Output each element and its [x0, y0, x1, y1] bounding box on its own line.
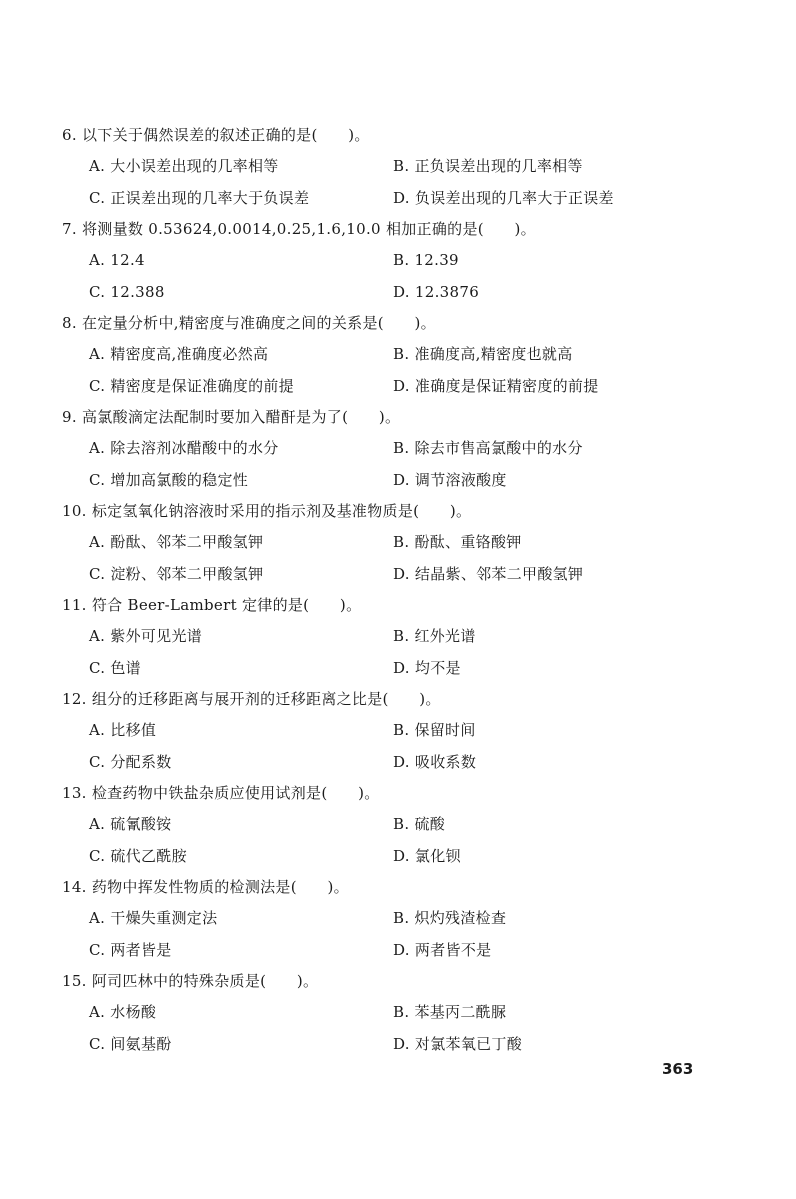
option-d: D. 两者皆不是	[393, 940, 492, 959]
question-stem: 7. 将测量数 0.53624,0.0014,0.25,1.6,10.0 相加正确的是( )。	[62, 220, 536, 238]
question-12	[62, 684, 762, 778]
option-c: C. 正误差出现的几率大于负误差	[89, 188, 310, 207]
question-stem: 10. 标定氢氧化钠溶液时采用的指示剂及基准物质是( )。	[62, 502, 472, 520]
option-a: A. 精密度高,准确度必然高	[89, 345, 269, 363]
option-row	[62, 245, 762, 277]
option-c: C. 硫代乙酰胺	[89, 846, 187, 865]
option-row	[62, 715, 762, 747]
option-row	[62, 997, 762, 1029]
option-d: D. 氯化钡	[393, 846, 461, 865]
question-14	[62, 872, 762, 966]
option-b: B. 苯基丙二酰脲	[393, 1003, 507, 1021]
option-row	[62, 653, 762, 685]
option-d: D. 均不是	[393, 658, 461, 677]
option-a: A. 干燥失重测定法	[89, 909, 218, 927]
option-c: C. 色谱	[89, 658, 141, 677]
option-row	[62, 465, 762, 497]
option-c: C. 分配系数	[89, 752, 172, 771]
option-b: B. 除去市售高氯酸中的水分	[393, 439, 583, 457]
question-stem: 14. 药物中挥发性物质的检测法是( )。	[62, 878, 349, 896]
option-a: A. 大小误差出现的几率相等	[89, 157, 279, 175]
option-c: C. 淀粉、邻苯二甲酸氢钾	[89, 564, 264, 583]
option-a: A. 硫氰酸铵	[89, 815, 172, 833]
question-8	[62, 308, 762, 402]
option-row	[62, 527, 762, 559]
option-b: B. 酚酞、重铬酸钾	[393, 533, 522, 551]
option-d: D. 12.3876	[393, 282, 480, 301]
option-row	[62, 339, 762, 371]
option-d: D. 调节溶液酸度	[393, 470, 507, 489]
option-b: B. 红外光谱	[393, 627, 476, 645]
option-row	[62, 747, 762, 779]
option-b: B. 保留时间	[393, 721, 476, 739]
question-stem: 13. 检查药物中铁盐杂质应使用试剂是( )。	[62, 784, 380, 802]
option-a: A. 水杨酸	[89, 1003, 157, 1021]
question-stem: 6. 以下关于偶然误差的叙述正确的是( )。	[62, 126, 370, 144]
question-6	[62, 120, 762, 214]
option-c: C. 精密度是保证准确度的前提	[89, 376, 294, 395]
question-stem: 9. 高氯酸滴定法配制时要加入醋酐是为了( )。	[62, 408, 401, 426]
question-7	[62, 214, 762, 308]
option-row	[62, 277, 762, 309]
page-number: 363	[662, 1060, 694, 1078]
option-row	[62, 371, 762, 403]
option-d: D. 准确度是保证精密度的前提	[393, 376, 599, 395]
question-stem: 11. 符合 Beer-Lambert 定律的是( )。	[62, 596, 362, 614]
option-row	[62, 433, 762, 465]
question-13	[62, 778, 762, 872]
option-c: C. 两者皆是	[89, 940, 172, 959]
option-b: B. 12.39	[393, 251, 459, 269]
option-row	[62, 903, 762, 935]
option-a: A. 除去溶剂冰醋酸中的水分	[89, 439, 279, 457]
option-d: D. 负误差出现的几率大于正误差	[393, 188, 614, 207]
option-row	[62, 621, 762, 653]
question-stem: 15. 阿司匹林中的特殊杂质是( )。	[62, 972, 319, 990]
question-15	[62, 966, 762, 1060]
option-d: D. 结晶紫、邻苯二甲酸氢钾	[393, 564, 584, 583]
option-b: B. 炽灼残渣检查	[393, 909, 507, 927]
question-list	[62, 120, 762, 1060]
option-a: A. 12.4	[89, 251, 145, 269]
option-c: C. 间氨基酚	[89, 1034, 172, 1053]
option-b: B. 准确度高,精密度也就高	[393, 345, 573, 363]
option-row	[62, 809, 762, 841]
option-row	[62, 151, 762, 183]
question-10	[62, 496, 762, 590]
option-row	[62, 1029, 762, 1061]
question-stem: 8. 在定量分析中,精密度与准确度之间的关系是( )。	[62, 314, 436, 332]
question-11	[62, 590, 762, 684]
option-d: D. 吸收系数	[393, 752, 477, 771]
question-stem: 12. 组分的迁移距离与展开剂的迁移距离之比是( )。	[62, 690, 441, 708]
question-9	[62, 402, 762, 496]
option-a: A. 比移值	[89, 721, 157, 739]
option-b: B. 正负误差出现的几率相等	[393, 157, 583, 175]
option-a: A. 酚酞、邻苯二甲酸氢钾	[89, 533, 264, 551]
option-c: C. 12.388	[89, 282, 165, 301]
option-b: B. 硫酸	[393, 815, 446, 833]
option-a: A. 紫外可见光谱	[89, 627, 203, 645]
option-row	[62, 841, 762, 873]
option-row	[62, 183, 762, 215]
option-row	[62, 935, 762, 967]
option-d: D. 对氯苯氧已丁酸	[393, 1034, 523, 1053]
option-c: C. 增加高氯酸的稳定性	[89, 470, 249, 489]
option-row	[62, 559, 762, 591]
